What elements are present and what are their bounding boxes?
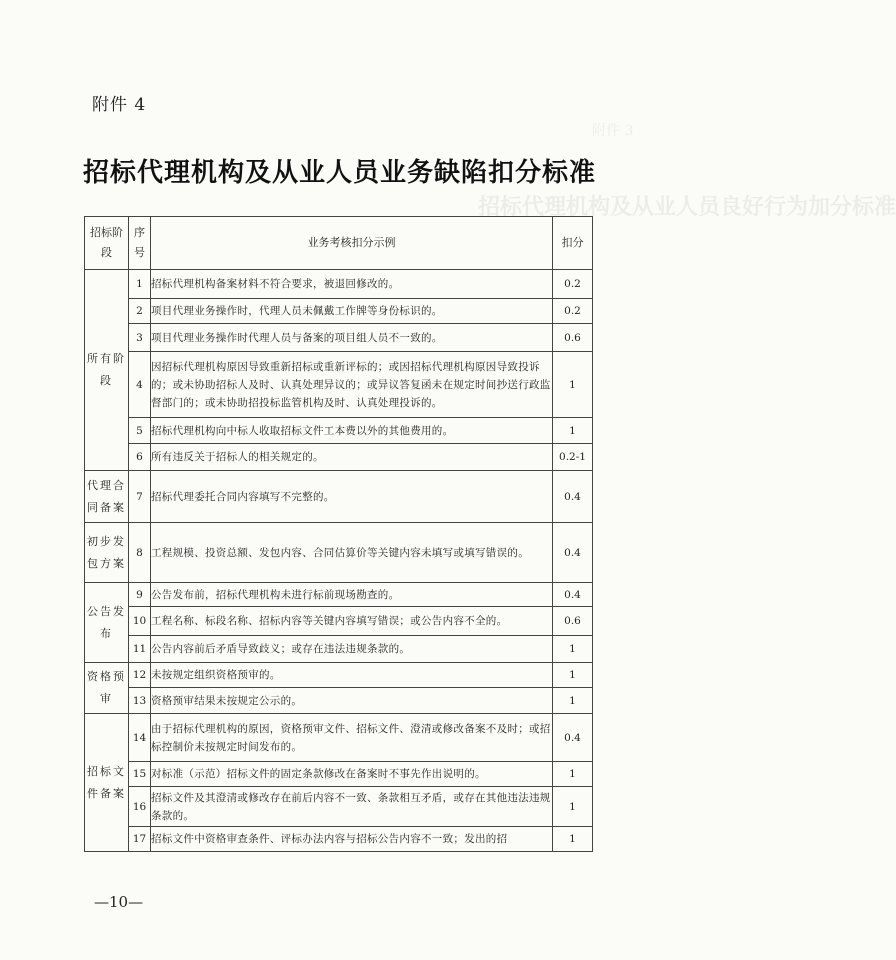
table-row — [85, 607, 593, 636]
stage-cell: 招标文件备案 — [85, 714, 129, 852]
attachment-label: 附件 4 — [92, 95, 147, 115]
row-number: 8 — [129, 523, 151, 583]
bleed-through-title: 招标代理机构及从业人员良好行为加分标准 — [478, 194, 896, 220]
row-score: 0.4 — [553, 471, 593, 523]
table-header-row — [85, 217, 593, 270]
row-number: 13 — [129, 688, 151, 714]
row-score: 0.4 — [553, 714, 593, 762]
stage-cell: 公告发布 — [85, 583, 129, 663]
stage-cell: 所有阶段 — [85, 270, 129, 471]
table-row — [85, 324, 593, 352]
table-row — [85, 688, 593, 714]
row-number: 10 — [129, 607, 151, 636]
bleed-through-label: 附件 3 — [592, 123, 634, 139]
row-number: 15 — [129, 762, 151, 787]
row-description: 对标准（示范）招标文件的固定条款修改在备案时不事先作出说明的。 — [151, 762, 553, 787]
row-score: 1 — [553, 418, 593, 444]
row-number: 1 — [129, 270, 151, 299]
row-description: 由于招标代理机构的原因，资格预审文件、招标文件、澄清或修改备案不及时；或招标控制价未按规定时间发布的。 — [151, 714, 553, 762]
row-score: 1 — [553, 636, 593, 663]
header-stage: 招标阶段 — [85, 217, 129, 270]
table-row — [85, 663, 593, 688]
row-number: 17 — [129, 827, 151, 852]
table-row — [85, 787, 593, 827]
row-description: 招标代理机构向中标人收取招标文件工本费以外的其他费用的。 — [151, 418, 553, 444]
row-number: 3 — [129, 324, 151, 352]
table-row — [85, 270, 593, 299]
row-score: 1 — [553, 762, 593, 787]
row-number: 9 — [129, 583, 151, 607]
table-row — [85, 583, 593, 607]
document-title: 招标代理机构及从业人员业务缺陷扣分标准 — [82, 158, 596, 188]
row-description: 所有违反关于招标人的相关规定的。 — [151, 444, 553, 471]
table-row — [85, 418, 593, 444]
row-score: 0.6 — [553, 324, 593, 352]
row-description: 工程名称、标段名称、招标内容等关键内容填写错误；或公告内容不全的。 — [151, 607, 553, 636]
table-row — [85, 636, 593, 663]
row-number: 11 — [129, 636, 151, 663]
row-score: 1 — [553, 663, 593, 688]
row-number: 7 — [129, 471, 151, 523]
row-number: 16 — [129, 787, 151, 827]
row-description: 项目代理业务操作时代理人员与备案的项目组人员不一致的。 — [151, 324, 553, 352]
page-number: —10— — [94, 893, 144, 911]
row-description: 因招标代理机构原因导致重新招标或重新评标的；或因招标代理机构原因导致投诉的；或未协助招标人及时、认真处理异议的；或异议答复函未在规定时间抄送行政监督部门的；或未协助招投标监管机构及时、认真处理投诉的。 — [151, 352, 553, 418]
table-row — [85, 523, 593, 583]
table-row — [85, 762, 593, 787]
row-number: 6 — [129, 444, 151, 471]
table-row — [85, 299, 593, 324]
table-row — [85, 471, 593, 523]
deduction-standard-table — [84, 216, 593, 852]
row-score: 0.2 — [553, 270, 593, 299]
row-score: 0.4 — [553, 583, 593, 607]
header-description: 业务考核扣分示例 — [151, 217, 553, 270]
table-row — [85, 714, 593, 762]
table-body — [85, 270, 593, 852]
row-score: 1 — [553, 827, 593, 852]
table-row — [85, 352, 593, 418]
header-number: 序号 — [129, 217, 151, 270]
table-row — [85, 827, 593, 852]
header-score: 扣分 — [553, 217, 593, 270]
row-score: 1 — [553, 787, 593, 827]
stage-cell: 初步发包方案 — [85, 523, 129, 583]
row-description: 资格预审结果未按规定公示的。 — [151, 688, 553, 714]
row-score: 0.6 — [553, 607, 593, 636]
row-score: 0.2-1 — [553, 444, 593, 471]
stage-cell: 代理合同备案 — [85, 471, 129, 523]
row-description: 公告发布前，招标代理机构未进行标前现场勘查的。 — [151, 583, 553, 607]
row-description: 招标代理机构备案材料不符合要求，被退回修改的。 — [151, 270, 553, 299]
row-score: 0.4 — [553, 523, 593, 583]
table-row — [85, 444, 593, 471]
row-description: 项目代理业务操作时，代理人员未佩戴工作牌等身份标识的。 — [151, 299, 553, 324]
row-description: 招标文件中资格审查条件、评标办法内容与招标公告内容不一致；发出的招 — [151, 827, 553, 852]
row-description: 未按规定组织资格预审的。 — [151, 663, 553, 688]
row-description: 工程规模、投资总额、发包内容、合同估算价等关键内容未填写或填写错误的。 — [151, 523, 553, 583]
row-score: 0.2 — [553, 299, 593, 324]
row-description: 招标文件及其澄清或修改存在前后内容不一致、条款相互矛盾，或存在其他违法违规条款的。 — [151, 787, 553, 827]
row-description: 招标代理委托合同内容填写不完整的。 — [151, 471, 553, 523]
row-score: 1 — [553, 352, 593, 418]
row-number: 12 — [129, 663, 151, 688]
row-number: 2 — [129, 299, 151, 324]
row-number: 5 — [129, 418, 151, 444]
row-number: 4 — [129, 352, 151, 418]
row-number: 14 — [129, 714, 151, 762]
stage-cell: 资格预审 — [85, 663, 129, 714]
row-score: 1 — [553, 688, 593, 714]
row-description: 公告内容前后矛盾导致歧义；或存在违法违规条款的。 — [151, 636, 553, 663]
